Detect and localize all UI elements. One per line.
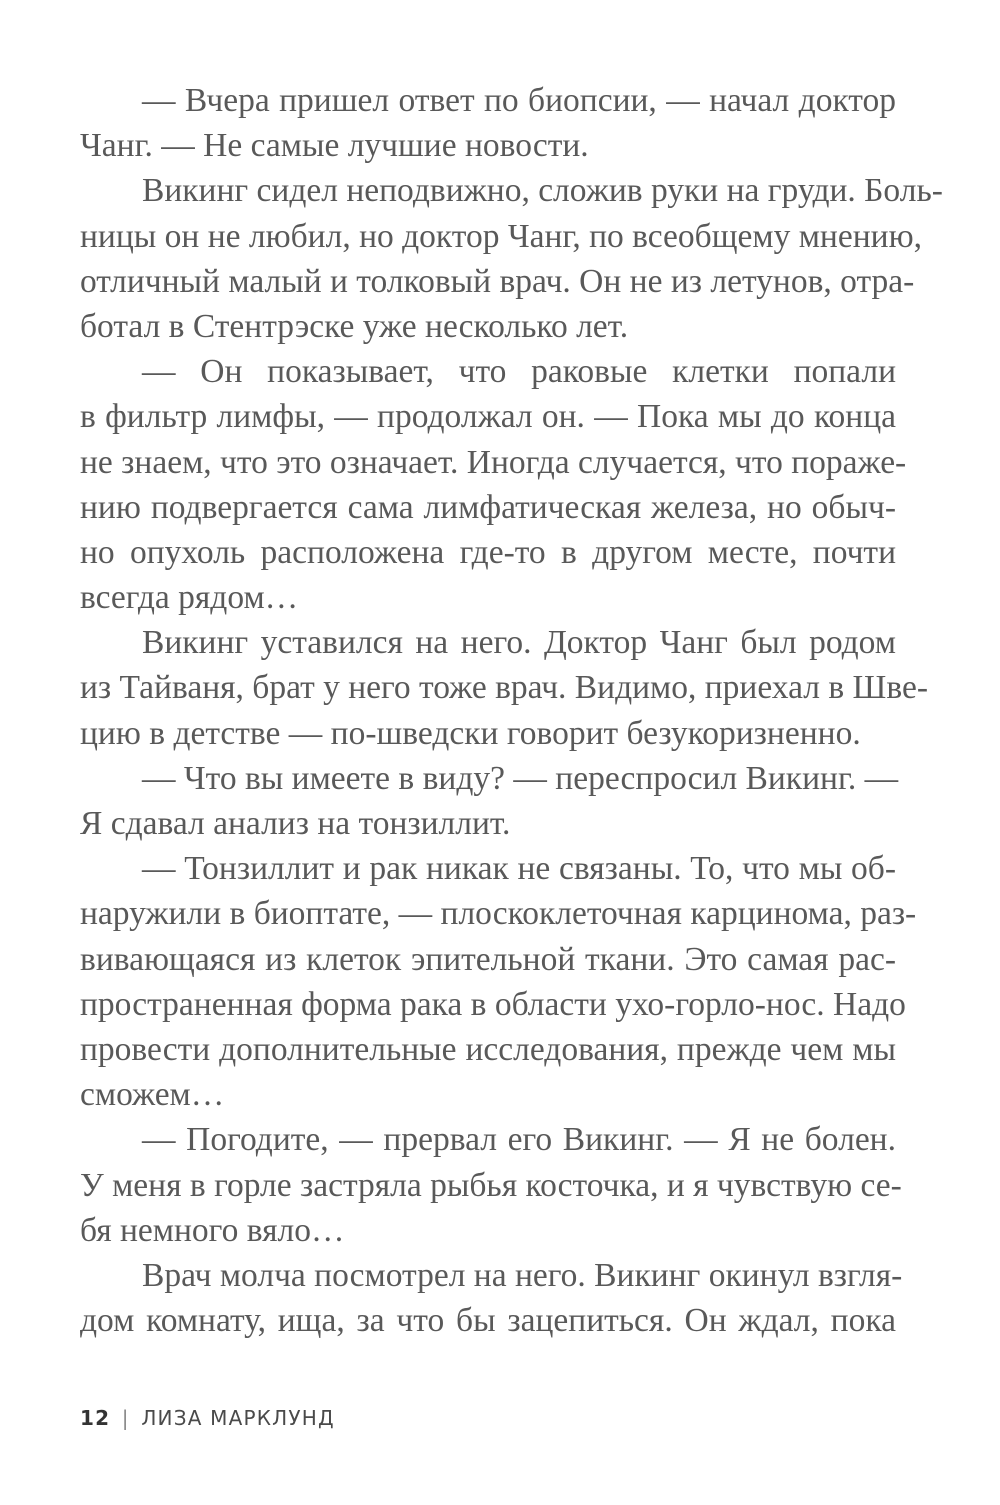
- text-line: нию подвергается сама лимфатическая железа, но обыч-: [80, 488, 896, 526]
- text-line: наружили в биоптате, — плоскоклеточная карцинома, раз-: [80, 895, 917, 933]
- text-line: всегда рядом…: [80, 579, 299, 617]
- text-line: но опухоль расположена где-то в другом месте, почти: [80, 533, 896, 571]
- text-line: дом комнату, ища, за что бы зацепиться. Он ждал, пока: [80, 1302, 896, 1340]
- text-line: сможем…: [80, 1076, 225, 1114]
- text-line: пространенная форма рака в области ухо-горло-нос. Надо: [80, 985, 906, 1023]
- text-line: У меня в горле застряла рыбья косточка, и я чувствую се-: [80, 1166, 902, 1204]
- text-line: бя немного вяло…: [80, 1211, 345, 1249]
- text-line: отличный малый и толковый врач. Он не из летунов, отра-: [80, 262, 915, 300]
- footer-divider: |: [121, 1406, 130, 1430]
- text-line: не знаем, что это означает. Иногда случается, что пораже-: [80, 443, 907, 481]
- text-line: провести дополнительные исследования, прежде чем мы: [80, 1030, 896, 1068]
- text-line: вивающаяся из клеток эпительной ткани. Это самая рас-: [80, 940, 896, 978]
- text-line: Я сдавал анализ на тонзиллит.: [80, 805, 511, 842]
- text-line: Викинг уставился на него. Доктор Чанг был родом: [142, 624, 896, 662]
- page-footer: [80, 1406, 335, 1430]
- text-line: Чанг. — Не самые лучшие новости.: [80, 127, 589, 165]
- author-name: ЛИЗА МАРКЛУНД: [141, 1406, 335, 1430]
- text-line: — Что вы имеете в виду? — переспросил Викинг. —: [142, 759, 899, 797]
- text-line: цию в детстве — по-шведски говорит безукоризненно.: [80, 714, 861, 752]
- text-line: ницы он не любил, но доктор Чанг, по всеобщему мнению,: [80, 217, 922, 255]
- text-line: из Тайваня, брат у него тоже врач. Видимо, приехал в Шве-: [80, 669, 928, 707]
- text-line: Врач молча посмотрел на него. Викинг окинул взгля-: [142, 1256, 903, 1294]
- text-line: Викинг сидел неподвижно, сложив руки на груди. Боль-: [142, 172, 943, 210]
- text-line: — Вчера пришел ответ по биопсии, — начал доктор: [142, 82, 896, 119]
- body-text: [80, 78, 943, 1343]
- text-line: — Погодите, — прервал его Викинг. — Я не болен.: [142, 1121, 896, 1159]
- text-line: ботал в Стентрэске уже несколько лет.: [80, 307, 629, 345]
- text-line: — Он показывает, что раковые клетки попали: [142, 353, 896, 391]
- text-line: в фильтр лимфы, — продолжал он. — Пока мы до конца: [80, 398, 896, 436]
- page-number: 12: [80, 1406, 111, 1430]
- text-line: — Тонзиллит и рак никак не связаны. То, что мы об-: [142, 850, 896, 888]
